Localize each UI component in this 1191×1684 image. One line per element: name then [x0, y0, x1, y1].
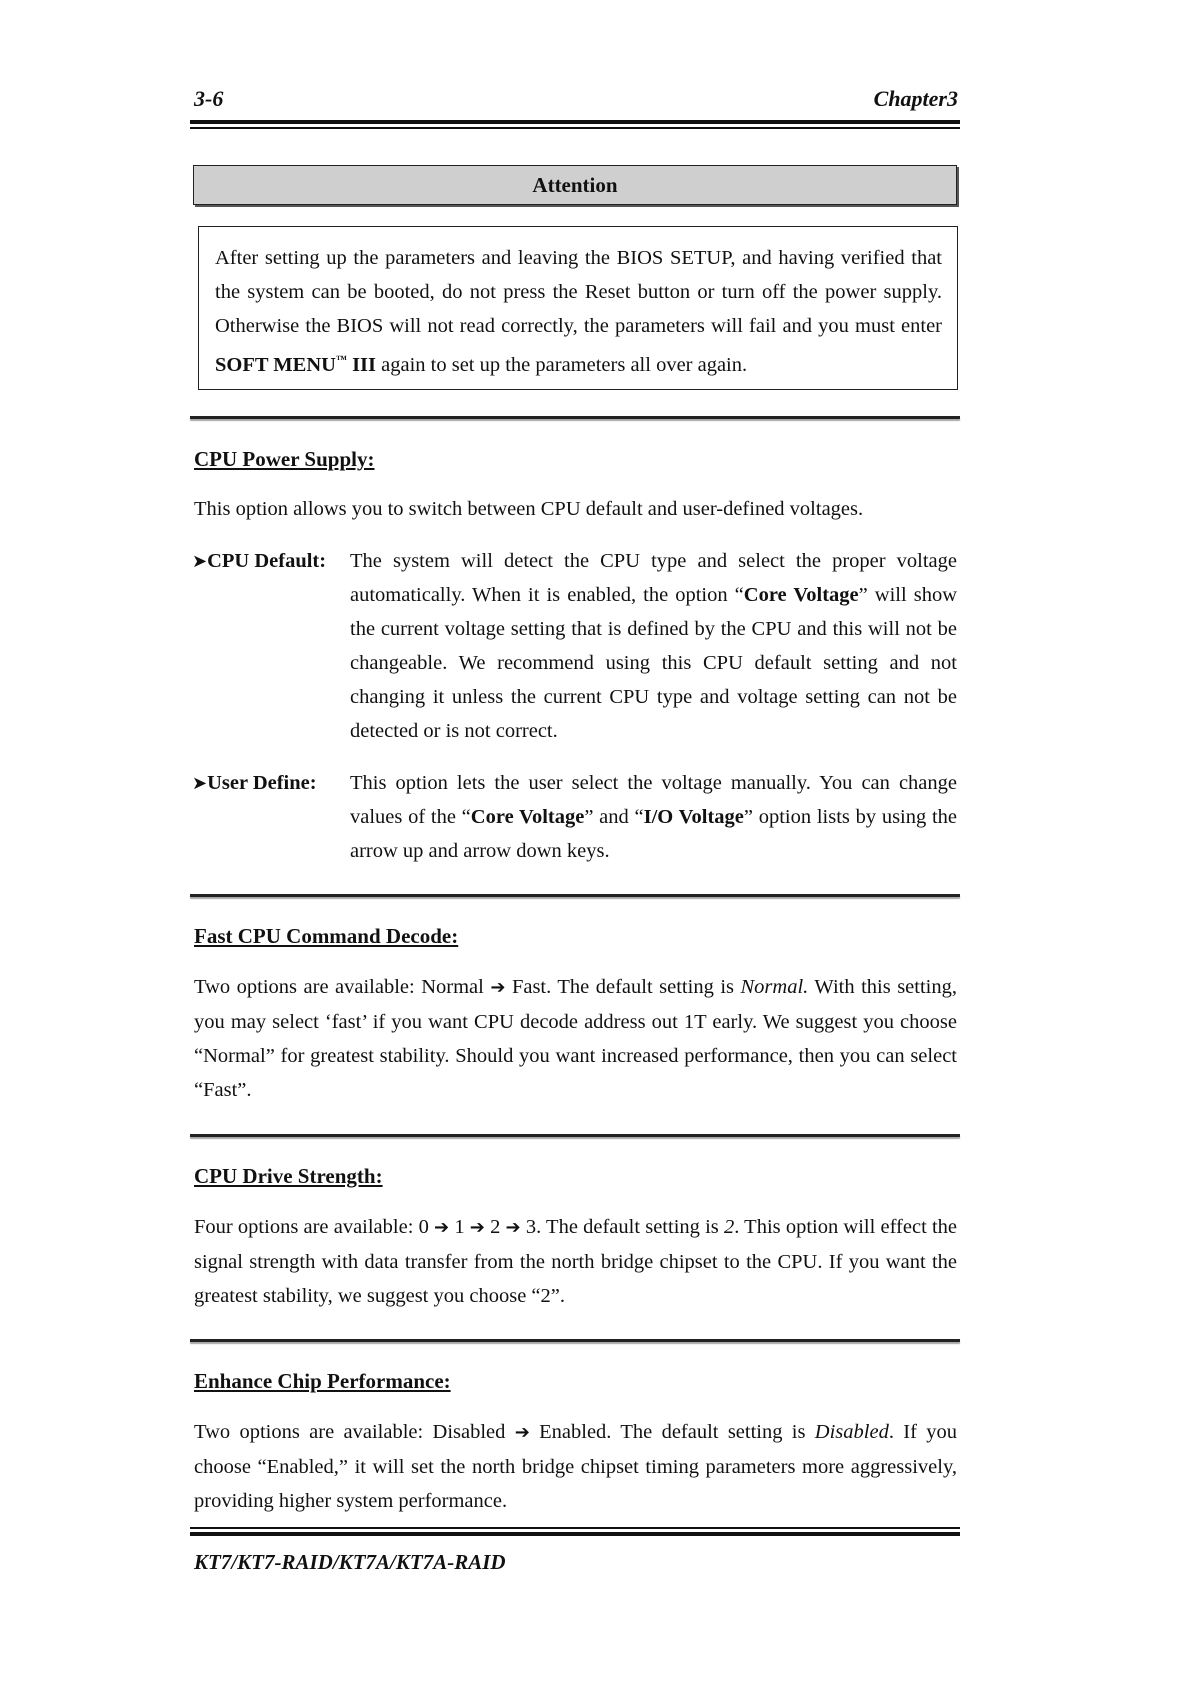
bullet-arrow-icon: ➤ — [192, 773, 208, 794]
user-define-description: This option lets the user select the voltage manually. You can change values of the “Core Voltage” and “I/O Voltage” option lists by using the arrow up and arrow down keys. — [350, 772, 958, 862]
header-rule-thin — [190, 127, 960, 129]
section-divider — [190, 894, 960, 897]
section-divider — [190, 1339, 960, 1342]
enhance-chip-performance-title: Enhance Chip Performance: — [194, 1369, 451, 1393]
attention-text-before: After setting up the parameters and leaving the BIOS SETUP, and having verified that the system can be booted, do not press the Reset button or turn off the power supply. Otherwise the BIOS will not read correctly, the parameters will fail and you must enter — [215, 247, 942, 337]
page-number: 3-6 — [194, 86, 224, 111]
footer-rule-thin — [190, 1527, 960, 1529]
cpu-power-supply-intro: This option allows you to switch between CPU default and user-defined voltages. — [194, 498, 864, 520]
cpu-power-supply-title: CPU Power Supply: — [194, 447, 375, 471]
attention-text-after: again to set up the parameters all over again. — [376, 353, 748, 376]
arrow-right-icon: ➔ — [490, 977, 506, 998]
cpu-default-label: ➤CPU Default: — [192, 550, 327, 572]
arrow-right-icon: ➔ — [514, 1422, 530, 1443]
user-define-label: ➤User Define: — [192, 772, 317, 794]
cpu-drive-strength-title: CPU Drive Strength: — [194, 1164, 383, 1188]
enhance-chip-performance-description: Two options are available: Disabled ➔ Enabled. The default setting is Disabled. If you choose “Enabled,” it will set the north bridge chipset timing parameters more aggressively, providing higher system performance. — [194, 1421, 958, 1512]
attention-title: Attention — [193, 165, 957, 205]
attention-box — [198, 226, 958, 390]
arrow-right-icon: ➔ — [434, 1217, 450, 1238]
arrow-right-icon: ➔ — [469, 1217, 485, 1238]
soft-menu-label: SOFT MENU™ III — [215, 353, 376, 376]
fast-cpu-decode-title: Fast CPU Command Decode: — [194, 924, 459, 948]
section-divider — [190, 1134, 960, 1137]
fast-cpu-decode-description: Two options are available: Normal ➔ Fast. The default setting is Normal. With this setting, you may select ‘fast’ if you want CPU decode address out 1T early. We suggest you choose “Normal” for greatest stability. Should you want increased performance, then you can select “Fast”. — [194, 976, 957, 1101]
header-rule-thick — [190, 120, 960, 124]
footer-rule-thick — [190, 1532, 960, 1536]
footer-model: KT7/KT7-RAID/KT7A/KT7A-RAID — [194, 1550, 506, 1574]
cpu-default-description: The system will detect the CPU type and select the proper voltage automatically. When it is enabled, the option “Core Voltage” will show the current voltage setting that is defined by the CPU and this will not be changeable. We recommend using this CPU default setting and not changing it unless the current CPU type and voltage setting can not be detected or is not correct. — [350, 550, 957, 742]
bullet-arrow-icon: ➤ — [192, 551, 208, 572]
section-divider — [190, 416, 960, 419]
chapter-label: Chapter3 — [873, 86, 958, 111]
cpu-drive-strength-description: Four options are available: 0 ➔ 1 ➔ 2 ➔ 3. The default setting is 2. This option will effect the signal strength with data transfer from the north bridge chipset to the CPU. If you want the greatest stability, we suggest you choose “2”. — [194, 1216, 958, 1307]
arrow-right-icon: ➔ — [505, 1217, 521, 1238]
